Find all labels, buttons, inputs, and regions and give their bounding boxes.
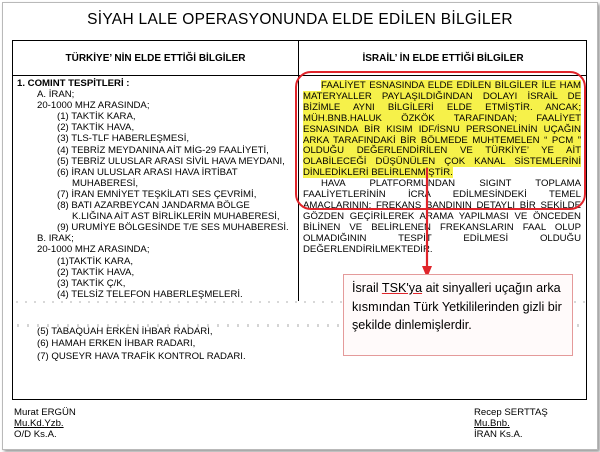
list-item: A. İRAN; [37,89,75,101]
callout-text-end: ait sinyalleri uçağın arka kısmından Türk Yetkililerinden gizli bir şekilde dinlemişlerdir. [352,281,562,333]
list-item: (1) TAKTİK KARA, [57,111,136,123]
list-item: MUHABERESİ, [72,177,139,189]
signature-right-rank: Mu.Bnb. [474,418,510,429]
list-item: 1. COMINT TESPİTLERİ : [17,78,130,89]
red-annotation-oval [295,71,586,210]
list-item: 20-1000 MHZ ARASINDA; [37,244,150,256]
list-item: (6) İRAN ULUSLAR ARASI HAVA İRTİBAT [57,166,238,178]
list-item: (3) TLS-TLF HABERLEŞMESİ, [57,133,190,145]
signature-left [14,407,76,440]
plain-paragraph: HAVA PLATFORMUNDAN SIGINT TOPLAMA FAALİYETLERİNİN İCRA EDİLMESİNDEKİ TEMEL AMAÇLARININ; FREKANS BANDININ DETAYLI BİR ŞEKİLDE GÖZDEN GEÇİRİLEREK ARAMA YAPILMASI VE ÖNCEDEN BİLİNEN VE BELİRLENEN FREKANSLARIN FAAL OLUP OLMADIĞININ TESPİT EDİLMESİ OLDUĞU DEĞERLENDİRİLMEKTEDİR. [303,178,581,255]
signature-right-unit: İRAN Ks.A. [474,429,523,440]
list-item: (3) TAKTİK Ç/K, [57,277,126,289]
signature-right [474,407,548,440]
list-item: 20-1000 MHZ ARASINDA; [37,100,150,112]
signature-left-rank: Mu.Kd.Yzb. [14,418,64,429]
signature-left-name: Murat ERGÜN [14,407,76,418]
list-item: (2) TAKTİK HAVA, [57,122,135,134]
signature-left-unit: O/D Ks.A. [14,429,57,440]
list-item: (7) İRAN EMNİYET TEŞKİLATI SES ÇEVRİMİ, [57,188,257,200]
right-column-header: İSRAİL’ İN ELDE ETTİĞİ BİLGİLER [362,53,524,64]
red-arrow-icon [422,168,432,278]
list-item: (6) HAMAH ERKEN İHBAR RADARI, [37,338,196,350]
list-item: (1)TAKTİK KARA, [57,255,134,267]
list-item: (8) BATI AZARBEYCAN JANDARMA BÖLGE [57,200,250,212]
list-item: (9) URUMİYE BÖLGESİNDE T/E SES MUHABERESİ. [57,222,289,234]
list-item: (5) TEBRİZ ULUSLAR ARASI SİVİL HAVA MEYDANI, [57,155,285,167]
list-item: (7) QUSEYR HAVA TRAFİK KONTROL RADARI. [37,350,246,362]
left-column-header: TÜRKİYE’ NİN ELDE ETTİĞİ BİLGİLER [65,53,246,64]
callout-text-start: İsrail [352,281,382,295]
list-item: (4) TELSİZ TELEFON HABERLEŞMELERİ. [57,288,243,300]
highlighted-paragraph: FAALİYET ESNASINDA ELDE EDİLEN BİLGİLER İLE HAM MATERYALLER PAYLAŞILDIĞINDAN DOLAYI İSRAİL DE BİZİMLE AYNI BİLGİLERİ ELDE ETMİŞTİR. ANCAK; MÜH.BNB.HALUK ÖZKÖK TARAFINDAN; FAALİYET ESNASINDA BİR KISIM IDF/İSNU PERSONELİNİN UÇAĞIN ARKA TARAFINDAKİ BİR BÖLMEDE MUHTEMELEN “ PCM ” OLDUĞU DEĞERLENDİRİLEN VE TÜRKİYE’ YE AİT OLABİLECEĞİ DÜŞÜNÜLEN ÇOK KANAL SİSTEMLERİNİ DİNLEDİKLERİ BELİRLENMİŞTİR. [303,80,581,179]
page-title: SİYAH LALE OPERASYONUNDA ELDE EDİLEN BİLGİLER [87,11,513,28]
list-item: (5) TABAQUAH ERKEN İHBAR RADARI, [37,326,213,337]
radar-list [37,326,246,363]
annotation-callout [343,274,573,356]
list-item: B. IRAK; [37,233,74,245]
callout-underlined-text: TSK'ya [381,281,423,295]
list-item: (4) TEBRİZ MEYDANINA AİT MİG-29 FAALİYETİ, [57,144,269,156]
turkey-findings-list [17,78,297,300]
list-item: (2) TAKTİK HAVA, [57,266,135,278]
list-item: K.LIĞINA AİT AST BİRLİKLERİN MUHABERESİ, [72,211,280,223]
signature-right-name: Recep SERTTAŞ [474,407,548,418]
